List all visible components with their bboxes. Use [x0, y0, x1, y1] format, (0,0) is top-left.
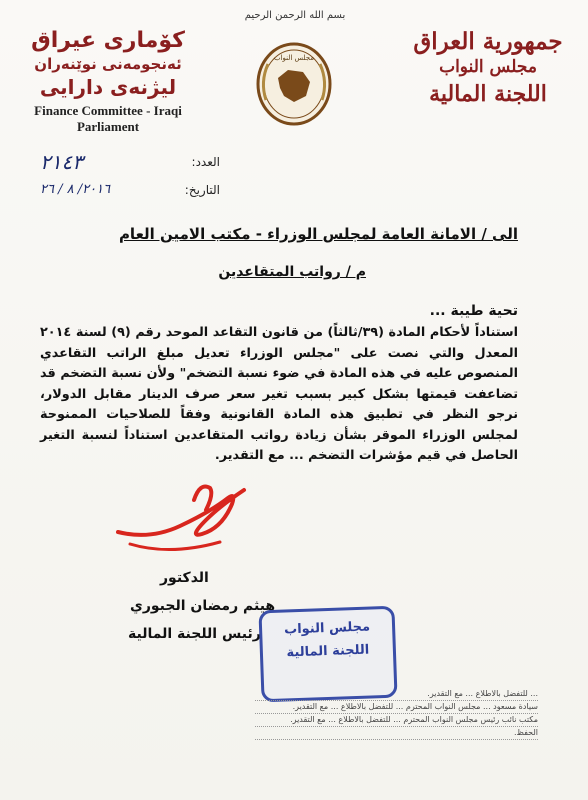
- parliament-emblem-icon: [248, 30, 340, 134]
- letter-subject: م / رواتب المتقاعدين: [218, 264, 366, 280]
- header-english-line-1: Finance Committee - Iraqi: [34, 103, 182, 118]
- letter-recipient: الى / الامانة العامة لمجلس الوزراء - مكتب الامين العام: [118, 225, 518, 243]
- letter-body: استناداً لأحكام المادة (٣٩/ثالثاً) من قانون التقاعد الموحد رقم (٩) لسنة ٢٠١٤ المعدل والتي نصت على "مجلس الوزراء تعديل مبلغ الراتب التقاعدي المنصوص عليه في هذه المادة في ضوء نسبة التضخم" ولأن نسبة التضخم قد تضاعفت قيمتها بشكل كبير بسبب تغير سعر صرف الدينار مقابل الدولار، نرجو النظر في تطبيق هذه المادة القانونية وفقاً للصلاحيات الممنوحة لمجلس الوزراء الموقر بشأن زيادة رواتب المتقاعدين استناداً لنسبة التغير الحاصل في قيم مؤشرات التضخم ... مع التقدير.: [40, 325, 518, 463]
- header-arabic-line-3: اللجنة المالية: [429, 81, 547, 107]
- header-kurdish-line-2: ئەنجومەنی نوێنەران: [34, 55, 182, 73]
- letter-date: ٢٠١٦/ ٨ / ٢٦: [40, 182, 111, 197]
- header-english-line-2: Parliament: [76, 119, 140, 134]
- letter-number: ٢١٤٣: [40, 150, 83, 174]
- emblem-text: مجلس النواب: [273, 54, 315, 62]
- stamp-line-1: مجلس النواب: [283, 619, 371, 638]
- cc-item: مكتب نائب رئيس مجلس النواب المحترم ... للتفضل بالاطلاع ... مع التقدير.: [255, 714, 538, 727]
- cc-item: سيادة مسعود ... مجلس النواب المحترم ... للتفضل بالاطلاع ... مع التقدير.: [255, 701, 538, 714]
- header-kurdish-line-1: کۆماری عیراق: [31, 28, 185, 53]
- letter-number-label: العدد:: [191, 155, 220, 169]
- letter-greeting: تحية طيبة ...: [429, 303, 518, 319]
- cc-item: ... للتفضل بالاطلاع ... مع التقدير.: [255, 688, 538, 701]
- basmala: بسم الله الرحمن الرحيم: [244, 10, 346, 21]
- stamp-line-2: اللجنة المالية: [286, 642, 370, 661]
- signature-title: الدكتور: [160, 570, 209, 586]
- header-arabic-line-2: مجلس النواب: [439, 57, 537, 77]
- header-left: [18, 28, 198, 135]
- signature-position: رئيس اللجنة المالية: [128, 626, 261, 642]
- header-arabic-line-1: جمهورية العراق: [413, 28, 563, 55]
- letter-meta: [40, 150, 220, 205]
- handwritten-signature-icon: [110, 470, 260, 564]
- letter-date-label: التاريخ:: [184, 182, 220, 197]
- cc-list: [255, 688, 538, 740]
- header-arabic: [408, 28, 568, 107]
- signature-name: هيثم رمضان الجبوري: [130, 598, 276, 614]
- header-kurdish-line-3: لیژنەی دارایی: [39, 75, 177, 99]
- cc-item: الحفظ.: [255, 727, 538, 740]
